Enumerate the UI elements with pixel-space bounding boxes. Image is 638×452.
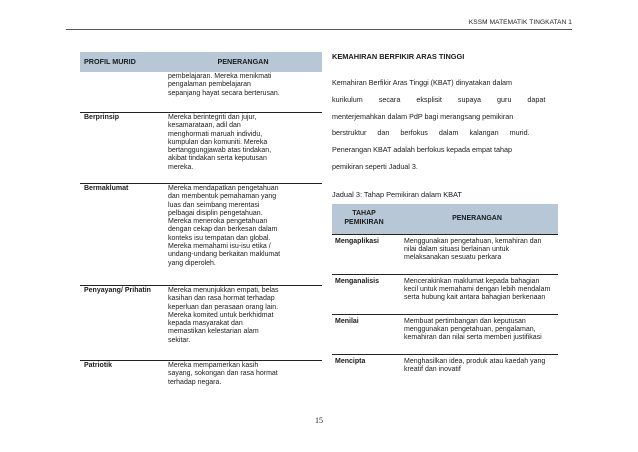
description-line: bertanggungjawab atas tindakan, — [168, 147, 272, 155]
table-row — [80, 184, 322, 286]
thinking-level: Mengaplikasi — [332, 234, 396, 274]
header-divider — [66, 29, 572, 30]
description-line: pelbagai disiplin pengetahuan. — [168, 209, 263, 217]
profile-attribute: Bermaklumat — [80, 184, 164, 286]
student-profile-table — [80, 52, 322, 396]
thinking-levels-table — [332, 204, 558, 385]
description-line: kumpulan dan komuniti. Mereka — [168, 138, 268, 146]
description-line: Mereka berintegriti dan jujur, — [168, 114, 257, 121]
profile-description — [164, 113, 322, 184]
table-row — [80, 72, 322, 113]
profile-attribute — [80, 72, 164, 113]
description-line: menghormati maruah individu, — [168, 130, 263, 138]
description-line: dan membentuk pemahaman yang — [168, 193, 277, 201]
table-row — [332, 354, 558, 385]
description-line: akibat tindakan serta keputusan — [168, 155, 267, 163]
table-caption: Jadual 3: Tahap Pemikiran dalam KBAT — [332, 189, 462, 199]
level-description: Membuat pertimbangan dan keputusan menggunakan pengetahuan, pengalaman, kemahiran dan nilai serta memberi justifikasi — [396, 314, 558, 354]
table-row — [332, 314, 558, 354]
table-row — [80, 286, 322, 361]
description-line: luas dan seimbang merentasi — [168, 201, 260, 209]
table-header-row — [80, 52, 322, 72]
table-header-row — [332, 204, 558, 235]
paragraph-line: pemikiran seperti Jadual 3. — [332, 161, 418, 171]
description-line: kepada masyarakat dan — [168, 320, 243, 328]
description-line: sayang, sokongan dan rasa hormat — [168, 370, 278, 378]
table-row — [332, 274, 558, 314]
kbat-section — [332, 52, 558, 385]
description-line: Mereka mempamerkan kasih — [168, 362, 259, 369]
column-header-description: PENERANGAN — [164, 52, 322, 72]
description-line: kasihan dan rasa hormat terhadap — [168, 295, 275, 303]
description-line: keperluan dan perasaan orang lain. — [168, 303, 279, 311]
thinking-level: Menilai — [332, 314, 396, 354]
description-line: Mereka menunjukkan empati, belas — [168, 287, 279, 294]
description-line: pembelajaran. Mereka menikmati — [168, 73, 272, 80]
description-line: sekitar. — [168, 336, 191, 344]
description-line: terhadap negara. — [168, 378, 222, 386]
profile-attribute: Berprinsip — [80, 113, 164, 184]
column-header-description: PENERANGAN — [396, 204, 558, 235]
profile-description — [164, 184, 322, 286]
description-line: konteks isu tempatan dan global. — [168, 234, 271, 242]
description-line: Mereka memahami isu-isu etika / — [168, 243, 271, 251]
kbat-paragraph — [332, 75, 558, 176]
running-header: KSSM MATEMATIK TINGKATAN 1 — [468, 19, 572, 26]
column-header-profile: PROFIL MURID — [80, 52, 164, 72]
description-line: mereka. — [168, 163, 194, 171]
profile-description — [164, 72, 322, 113]
profile-description — [164, 286, 322, 361]
thinking-level: Mencipta — [332, 354, 396, 385]
profile-description — [164, 361, 322, 397]
page-number: 15 — [315, 416, 323, 425]
description-line: Mereka komited untuk berkhidmat — [168, 311, 274, 319]
profile-attribute: Penyayang/ Prihatin — [80, 286, 164, 361]
column-header-level: TAHAP PEMIKIRAN — [332, 204, 396, 235]
description-line: pengalaman pembelajaran — [168, 81, 251, 89]
paragraph-line: kurikulum secara eksplisit supaya guru dapat — [332, 94, 546, 104]
table-row — [80, 113, 322, 184]
description-line: Mereka mendapatkan pengetahuan — [168, 185, 279, 192]
paragraph-line: Penerangan KBAT adalah berfokus kepada empat tahap — [332, 145, 512, 155]
paragraph-line: Kemahiran Berfikir Aras Tinggi (KBAT) dinyatakan dalam — [332, 78, 513, 87]
description-line: memastikan kelestarian alam — [168, 328, 259, 336]
profile-attribute: Patriotik — [80, 361, 164, 397]
paragraph-line: menterjemahkan dalam PdP bagi merangsang pemikiran — [332, 111, 514, 121]
table-row — [332, 234, 558, 274]
paragraph-line: berstruktur dan berfokus dalam kalangan murid. — [332, 128, 530, 138]
description-line: dengan cekap dan berkesan dalam — [168, 226, 278, 234]
level-description: Menghasilkan idea, produk atau kaedah yang kreatif dan inovatif — [396, 354, 558, 385]
description-line: kesamarataan, adil dan — [168, 122, 241, 130]
description-line: undang-undang berkaitan maklumat — [168, 251, 281, 259]
thinking-level: Menganalisis — [332, 274, 396, 314]
table-row — [80, 361, 322, 397]
description-line: Mereka meneroka pengetahuan — [168, 218, 268, 226]
level-description: Mencerakinkan maklumat kepada bahagian kecil untuk memahami dengan lebih mendalam serta hubung kait antara bahagian berkenaan — [396, 274, 558, 314]
description-line: sepanjang hayat secara berterusan. — [168, 89, 280, 97]
level-description: Menggunakan pengetahuan, kemahiran dan nilai dalam situasi berlainan untuk melaksanakan sesuatu perkara — [396, 234, 558, 274]
description-line: yang diperoleh. — [168, 259, 216, 267]
section-title: KEMAHIRAN BERFIKIR ARAS TINGGI — [332, 52, 465, 61]
